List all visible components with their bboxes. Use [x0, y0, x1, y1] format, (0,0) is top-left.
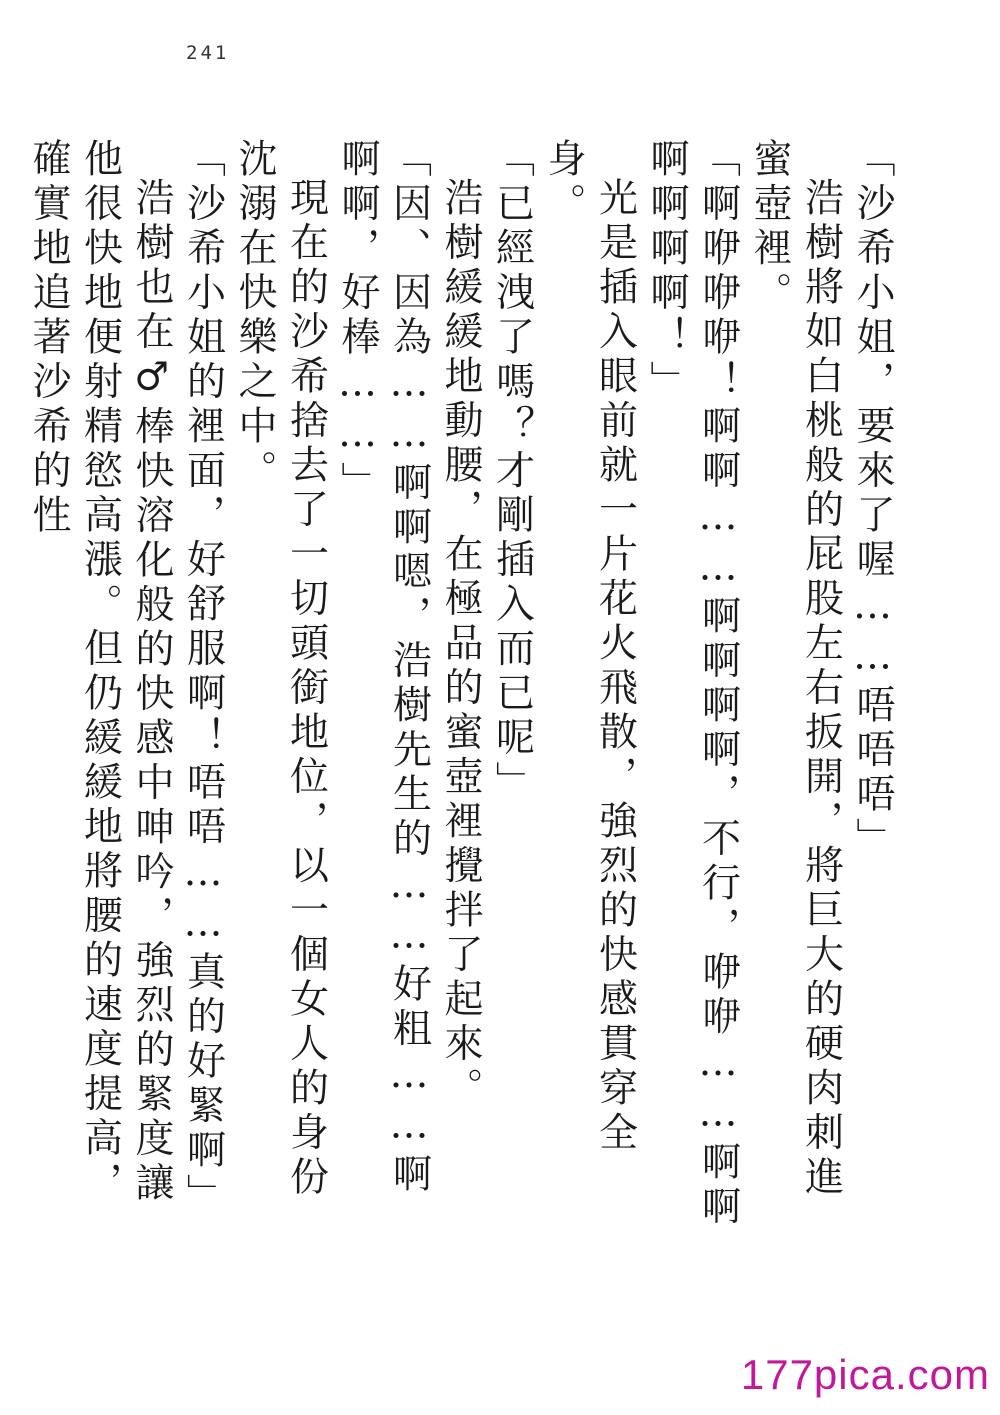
paragraph: 「沙希小姐，要來了喔……唔唔唔」 — [850, 138, 895, 862]
paragraph: 「已經洩了嗎？才剛插入而已呢」 — [489, 138, 535, 806]
watermark-logo: 177pica.com — [740, 1351, 990, 1398]
paragraph: 「啊咿咿咿！啊啊……啊啊啊啊，不行，咿咿……啊啊啊啊啊啊！」 — [644, 138, 741, 1230]
paragraph: 浩樹也在♂棒快溶化般的快感中呻吟，強烈的緊度讓他很快地便射精慾高漲。但仍緩緩地將腰的速度提高，確實地追著沙希的性 — [26, 138, 174, 1207]
paragraph: 「因、因為……啊啊嗯，浩樹先生的……好粗……啊啊啊，好棒……」 — [335, 138, 432, 1198]
paragraph: 「沙希小姐的裡面，好舒服啊！唔唔……真的好緊啊」 — [180, 138, 226, 1218]
paragraph: 現在的沙希捨去了一切頭銜地位，以一個女人的身份沈溺在快樂之中。 — [232, 138, 329, 1201]
paragraph: 浩樹將如白桃般的屁股左右扳開，將巨大的硬肉刺進蜜壺裡。 — [747, 138, 844, 1201]
paragraph: 浩樹緩緩地動腰，在極品的蜜壺裡攪拌了起來。 — [438, 177, 483, 1112]
vertical-text-body — [26, 138, 898, 1238]
paragraph: 光是插入眼前就一片花火飛散，強烈的快感貫穿全身。 — [541, 138, 638, 1156]
page-number: 241 — [186, 42, 230, 64]
